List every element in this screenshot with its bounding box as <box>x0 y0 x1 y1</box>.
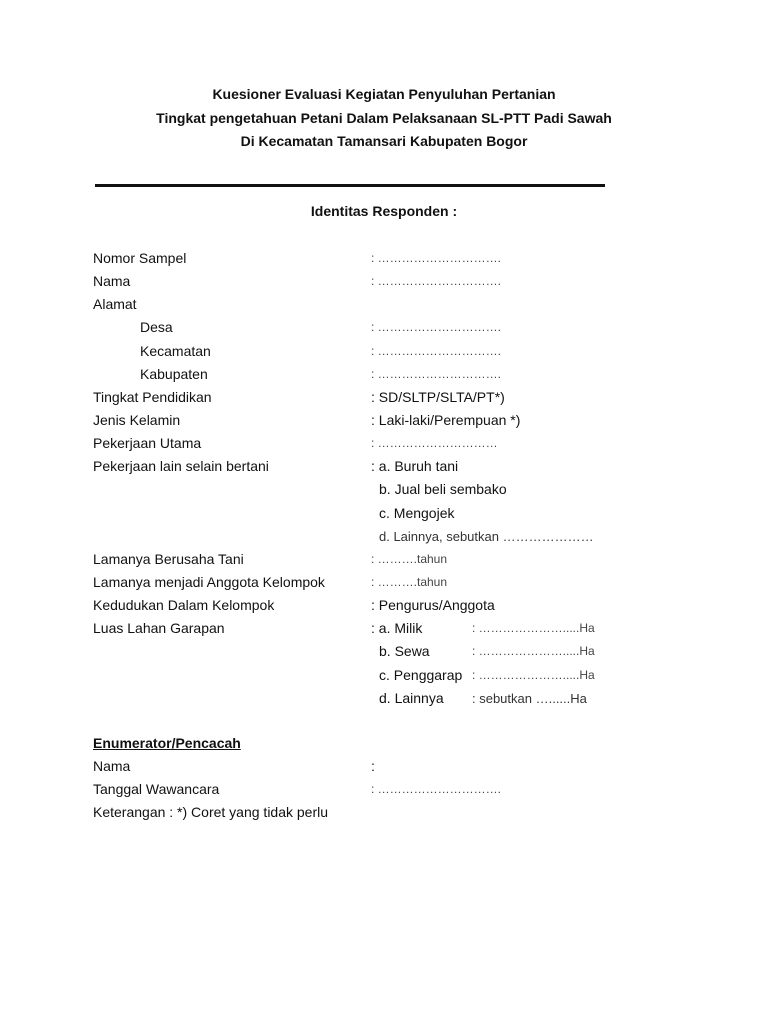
field-lama-usaha <box>0 548 768 571</box>
field-label: Alamat <box>93 296 137 313</box>
field-blank[interactable]: : sebutkan …......Ha <box>472 690 587 706</box>
note: Keterangan : *) Coret yang tidak perlu <box>93 804 329 821</box>
form-title-line-1: Kuesioner Evaluasi Kegiatan Penyuluhan Pertanian <box>212 86 556 102</box>
option-row <box>0 687 768 710</box>
field-blank[interactable]: : …………………………. <box>371 274 502 289</box>
field-label: Kabupaten <box>140 365 208 382</box>
field-kelamin <box>0 409 768 432</box>
form-title-line-2: Tingkat pengetahuan Petani Dalam Pelaksanaan SL-PTT Padi Sawah <box>156 110 612 126</box>
field-blank[interactable]: : …………………………. <box>371 251 502 265</box>
field-label: Tanggal Wawancara <box>93 781 220 798</box>
field-label: Lamanya menjadi Anggota Kelompok <box>93 573 325 590</box>
field-blank[interactable]: : …………………………. <box>371 366 502 381</box>
field-label: Jenis Kelamin <box>93 411 181 428</box>
field-nama <box>0 270 768 293</box>
option: b. Jual beli sembako <box>379 481 507 498</box>
option: d. Lainnya <box>379 689 444 706</box>
field-enumerator-nama <box>0 755 768 778</box>
field-alamat <box>0 293 768 316</box>
form-title-line-3: Di Kecamatan Tamansari Kabupaten Bogor <box>240 133 528 149</box>
option-row <box>0 525 768 548</box>
option: : a. Milik <box>371 620 423 637</box>
note-row <box>0 801 768 824</box>
field-kecamatan <box>0 340 768 363</box>
field-blank[interactable]: : …………………………. <box>371 320 502 335</box>
field-label: Tingkat Pendidikan <box>93 388 212 405</box>
field-value: : SD/SLTP/SLTA/PT*) <box>371 388 505 405</box>
field-label: Luas Lahan Garapan <box>93 620 225 637</box>
field-label: Lamanya Berusaha Tani <box>93 550 244 567</box>
section-title: Identitas Responden : <box>310 203 458 219</box>
enumerator-title: Enumerator/Pencacah <box>93 735 241 751</box>
field-pekerjaan <box>0 432 768 455</box>
field-tanggal <box>0 778 768 801</box>
option-row <box>0 502 768 525</box>
field-blank[interactable]: : ……….tahun <box>371 574 448 589</box>
field-value: : Pengurus/Anggota <box>371 597 495 614</box>
field-label: Kedudukan Dalam Kelompok <box>93 597 275 614</box>
enumerator-title-row <box>0 732 768 755</box>
option: c. Penggarap <box>379 666 463 683</box>
field-blank[interactable]: : …………………………. <box>371 343 502 358</box>
field-nomor-sampel <box>0 247 768 270</box>
field-label: Desa <box>140 319 173 336</box>
field-desa <box>0 316 768 339</box>
field-label: Pekerjaan lain selain bertani <box>93 458 269 475</box>
field-label: Kecamatan <box>140 342 211 359</box>
option: : a. Buruh tani <box>371 458 459 475</box>
field-pekerjaan-lain <box>0 455 768 478</box>
field-pendidikan <box>0 386 768 409</box>
option-row <box>0 664 768 687</box>
option: b. Sewa <box>379 643 430 660</box>
option-row <box>0 478 768 501</box>
option: c. Mengojek <box>379 504 455 521</box>
field-blank[interactable]: : ………………………… <box>371 436 498 451</box>
field-value: : Laki-laki/Perempuan *) <box>371 411 521 428</box>
field-blank[interactable]: : ………………….....Ha <box>472 667 595 682</box>
field-label: Nomor Sampel <box>93 250 187 266</box>
field-blank[interactable]: : <box>371 758 375 775</box>
field-lama-anggota <box>0 571 768 594</box>
option-row <box>0 640 768 663</box>
field-blank[interactable]: : …………………………. <box>371 782 502 797</box>
field-label: Nama <box>93 273 131 290</box>
respondent-fields <box>0 247 768 710</box>
field-kabupaten <box>0 363 768 386</box>
field-blank[interactable]: : ……….tahun <box>371 551 448 566</box>
field-blank[interactable]: : ………………….....Ha <box>472 644 595 659</box>
field-label: Pekerjaan Utama <box>93 435 202 452</box>
field-blank[interactable]: : ………………….....Ha <box>472 621 595 636</box>
option: d. Lainnya, sebutkan ………………… <box>379 528 594 544</box>
field-luas-lahan <box>0 617 768 640</box>
divider <box>95 184 605 187</box>
field-kedudukan <box>0 594 768 617</box>
field-label: Nama <box>93 758 131 775</box>
enumerator-section <box>0 732 768 825</box>
